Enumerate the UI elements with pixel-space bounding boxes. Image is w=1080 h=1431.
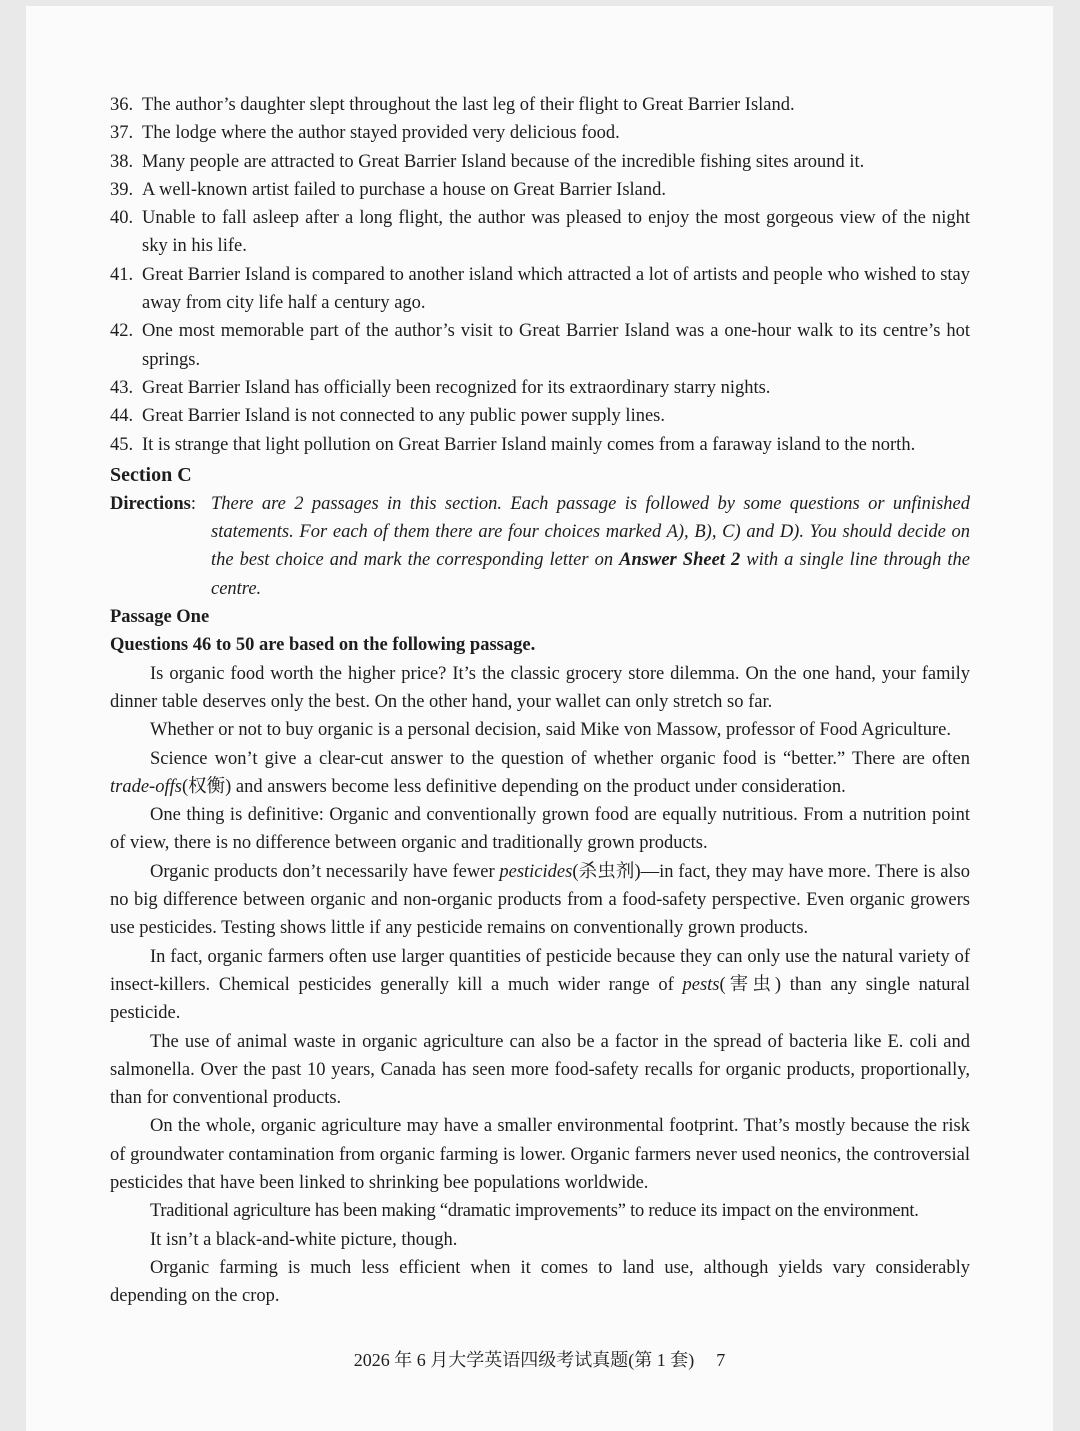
statement-number: 36. [110, 95, 134, 115]
glossed-term: trade-offs [110, 776, 182, 797]
statement-number: 38. [110, 151, 134, 172]
statement-text: Great Barrier Island is not connected to any public power supply lines. [142, 406, 665, 427]
exam-page [26, 6, 1053, 1431]
statement-number: 45. [110, 434, 134, 455]
statement-text: It is strange that light pollution on Great Barrier Island mainly comes from a faraway island to the north. [142, 434, 916, 455]
term-gloss: (权衡) [181, 776, 232, 797]
answer-sheet-reference: Answer Sheet 2 [619, 550, 741, 571]
directions-label: Directions [110, 493, 191, 514]
paragraph-10: It isn’t a black-and-white picture, though. [150, 1229, 458, 1250]
paragraph-9: Traditional agriculture has been making “dramatic improvements” to reduce its impact on the environment. [150, 1201, 919, 1222]
paragraph-8: On the whole, organic agriculture may have a smaller environmental footprint. That’s mostly because the risk of groundwater contamination from organic farming is lower. Organic farmers never used neonics, the controversial pesticides that have been linked to shrinking bee populations worldwide. [110, 1116, 970, 1193]
paragraph-2: Whether or not to buy organic is a personal decision, said Mike von Massow, professor of Food Agriculture. [150, 720, 952, 741]
paragraph-7: The use of animal waste in organic agriculture can also be a factor in the spread of bacteria like E. coli and salmonella. Over the past 10 years, Canada has seen more food-safety recalls for organic products, proportionally, than for conventional products. [110, 1031, 970, 1109]
page-content [110, 91, 970, 1310]
statement-list [110, 91, 970, 459]
paragraph-11: Organic farming is much less efficient when it comes to land use, although yields vary considerably depending on the crop. [110, 1257, 970, 1307]
statement-text: The author’s daughter slept throughout the last leg of their flight to Great Barrier Island. [142, 95, 795, 115]
statement-37 [110, 119, 970, 147]
statement-38 [110, 148, 970, 176]
statement-text: Unable to fall asleep after a long flight, the author was pleased to enjoy the most gorgeous view of the night sky in his life. [142, 208, 970, 257]
term-gloss: (杀虫剂) [572, 861, 641, 882]
paragraph-text: Science won’t give a clear-cut answer to the question of whether organic food is “better.” There are often [150, 748, 970, 769]
statement-text: Many people are attracted to Great Barrier Island because of the incredible fishing sites around it. [142, 151, 865, 172]
directions-colon: : [190, 493, 196, 514]
statement-41 [110, 261, 970, 318]
directions-text [211, 494, 970, 599]
statement-39 [110, 176, 970, 204]
paragraph-text: Organic products don’t necessarily have fewer [150, 861, 500, 882]
directions-label-group [110, 490, 196, 518]
paragraph-text: In fact, organic farmers often use larger quantities of pesticide because they can only use the natural variety of insect-killers. Chemical pesticides generally kill a much wider range of [110, 946, 970, 995]
glossed-term: pests [682, 974, 720, 995]
statement-text: Great Barrier Island is compared to another island which attracted a lot of artists and people who wished to stay away from city life half a century ago. [142, 264, 970, 314]
term-gloss: (害虫) [719, 974, 782, 995]
paragraph-3 [110, 745, 970, 802]
statement-40 [110, 204, 970, 261]
paragraph-text: than any single natural pesticide. [110, 974, 970, 1024]
paragraph-5 [110, 858, 970, 943]
statement-text: A well-known artist failed to purchase a house on Great Barrier Island. [142, 179, 666, 200]
statement-text: Great Barrier Island has officially been recognized for its extraordinary starry nights. [142, 377, 771, 398]
statement-42 [110, 317, 970, 374]
paragraph-text: and answers become less definitive depending on the product under consideration. [231, 776, 846, 797]
passage-body [110, 660, 970, 1311]
paragraph-6 [110, 943, 970, 1028]
directions-text-part: There are 2 passages in this section. Each passage is followed by some questions or unfinished statements. For each of them there are four choices marked A), B), C) and D). You should decide on the best choice and mark the corresponding letter on [211, 493, 970, 571]
footer-title: 2026 年 6 月大学英语四级考试真题(第 1 套) [353, 1350, 695, 1370]
statement-43 [110, 374, 970, 402]
statement-number: 41. [110, 264, 134, 285]
statement-number: 39. [110, 179, 134, 200]
statement-number: 37. [110, 123, 134, 144]
page-footer [26, 1346, 1053, 1374]
passage-title: Passage One [110, 607, 210, 628]
page-number: 7 [716, 1350, 726, 1370]
directions [110, 490, 970, 603]
section-title: Section C [110, 463, 192, 486]
paragraph-1: Is organic food worth the higher price? It’s the classic grocery store dilemma. On the one hand, your family dinner table deserves only the best. On the other hand, your wallet can only stretch so far. [110, 663, 970, 712]
statement-number: 42. [110, 321, 134, 342]
directions-text-part: with a single line through the centre. [211, 550, 971, 599]
statement-36 [110, 91, 970, 119]
statement-number: 40. [110, 208, 134, 229]
paragraph-text: —in fact, they may have more. There is also no big difference between organic and non-organic products from a food-safety perspective. Even organic growers use pesticides. Testing shows little if any pesticide remains on conventionally grown products. [110, 861, 970, 939]
statement-45 [110, 431, 970, 459]
paragraph-4: One thing is definitive: Organic and conventionally grown food are equally nutritious. From a nutrition point of view, there is no difference between organic and traditionally grown products. [110, 805, 970, 854]
statement-text: The lodge where the author stayed provided very delicious food. [142, 123, 620, 144]
statement-number: 44. [110, 406, 134, 427]
glossed-term: pesticides [499, 861, 573, 882]
passage-subtitle: Questions 46 to 50 are based on the following passage. [110, 635, 536, 656]
statement-number: 43. [110, 377, 134, 398]
statement-text: One most memorable part of the author’s visit to Great Barrier Island was a one-hour walk to its centre’s hot springs. [142, 321, 970, 370]
statement-44 [110, 402, 970, 430]
